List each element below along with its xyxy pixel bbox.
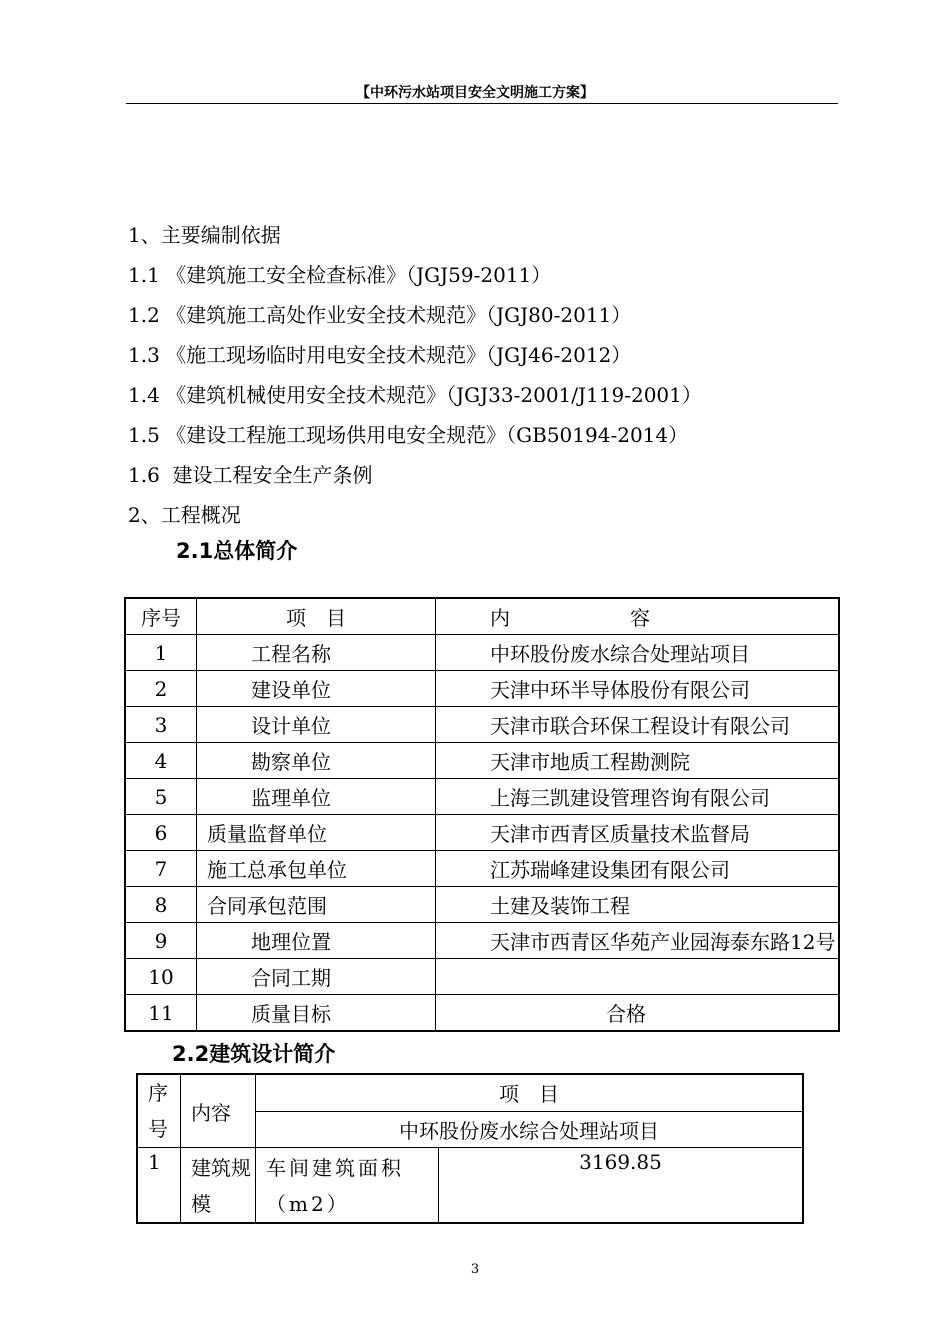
row-no: 1 bbox=[137, 1148, 181, 1224]
table-row bbox=[125, 671, 839, 707]
row-item: 地理位置 bbox=[197, 923, 436, 959]
basis-item-1: 1.1 《建筑施工安全检查标准》（JGJ59-2011） bbox=[128, 263, 552, 287]
row-item: 设计单位 bbox=[197, 707, 436, 743]
row-no: 4 bbox=[125, 743, 197, 779]
row-content: 天津市地质工程勘测院 bbox=[436, 743, 840, 779]
row-no: 11 bbox=[125, 995, 197, 1032]
header-content: 内 容 bbox=[436, 598, 840, 635]
page-number: 3 bbox=[470, 1262, 480, 1277]
basis-item-2: 1.2 《建筑施工高处作业安全技术规范》（JGJ80-2011） bbox=[128, 303, 632, 327]
row-no: 5 bbox=[125, 779, 197, 815]
row-no: 2 bbox=[125, 671, 197, 707]
section-2-2-title: 2.2建筑设计简介 bbox=[172, 1042, 336, 1066]
overview-table bbox=[124, 597, 840, 1032]
row-no: 6 bbox=[125, 815, 197, 851]
row-no: 1 bbox=[125, 635, 197, 671]
row-no: 9 bbox=[125, 923, 197, 959]
row-label: 车间建筑面积（m2） bbox=[256, 1148, 439, 1224]
table-row bbox=[125, 887, 839, 923]
row-item: 工程名称 bbox=[197, 635, 436, 671]
basis-title: 1、主要编制依据 bbox=[128, 223, 281, 247]
basis-item-4: 1.4 《建筑机械使用安全技术规范》（JGJ33-2001/J119-2001） bbox=[128, 383, 702, 407]
row-content: 中环股份废水综合处理站项目 bbox=[436, 635, 840, 671]
project-name: 中环股份废水综合处理站项目 bbox=[256, 1111, 804, 1148]
row-content: 天津市西青区华苑产业园海泰东路12号 bbox=[436, 923, 840, 959]
header-item: 项 目 bbox=[197, 598, 436, 635]
table-row bbox=[137, 1148, 803, 1224]
row-no: 8 bbox=[125, 887, 197, 923]
row-item: 合同承包范围 bbox=[197, 887, 436, 923]
row-content: 合格 bbox=[436, 995, 840, 1032]
basis-item-3: 1.3 《施工现场临时用电安全技术规范》（JGJ46-2012） bbox=[128, 343, 632, 367]
table-row bbox=[125, 743, 839, 779]
architecture-table bbox=[136, 1073, 804, 1224]
header-item: 项 目 bbox=[256, 1074, 804, 1111]
row-no: 10 bbox=[125, 959, 197, 995]
table-row bbox=[125, 815, 839, 851]
row-item: 建设单位 bbox=[197, 671, 436, 707]
row-content bbox=[436, 959, 840, 995]
table-row bbox=[125, 851, 839, 887]
row-content: 天津市西青区质量技术监督局 bbox=[436, 815, 840, 851]
row-content: 上海三凯建设管理咨询有限公司 bbox=[436, 779, 840, 815]
table-row bbox=[125, 995, 839, 1032]
row-item: 质量监督单位 bbox=[197, 815, 436, 851]
row-no: 7 bbox=[125, 851, 197, 887]
row-no: 3 bbox=[125, 707, 197, 743]
page-header: 【中环污水站项目安全文明施工方案】 bbox=[356, 85, 594, 101]
section-2-1-title: 2.1总体简介 bbox=[176, 539, 298, 563]
table-row bbox=[125, 959, 839, 995]
row-content: 土建及装饰工程 bbox=[436, 887, 840, 923]
row-category: 建筑规模 bbox=[181, 1148, 256, 1224]
table-header-row bbox=[125, 598, 839, 635]
row-content: 天津中环半导体股份有限公司 bbox=[436, 671, 840, 707]
basis-item-5: 1.5 《建设工程施工现场供用电安全规范》（GB50194-2014） bbox=[128, 423, 689, 447]
table-header-row bbox=[137, 1074, 803, 1111]
row-value: 3169.85 bbox=[439, 1148, 804, 1224]
row-item: 勘察单位 bbox=[197, 743, 436, 779]
basis-item-6: 1.6 建设工程安全生产条例 bbox=[128, 463, 373, 487]
header-divider bbox=[126, 103, 838, 104]
row-content: 天津市联合环保工程设计有限公司 bbox=[436, 707, 840, 743]
table-row bbox=[125, 707, 839, 743]
row-item: 监理单位 bbox=[197, 779, 436, 815]
row-content: 江苏瑞峰建设集团有限公司 bbox=[436, 851, 840, 887]
table-row bbox=[125, 779, 839, 815]
table-row bbox=[125, 923, 839, 959]
row-item: 施工总承包单位 bbox=[197, 851, 436, 887]
row-item: 合同工期 bbox=[197, 959, 436, 995]
header-content: 内容 bbox=[181, 1074, 256, 1148]
header-no: 序号 bbox=[125, 598, 197, 635]
table-row bbox=[125, 635, 839, 671]
header-no: 序号 bbox=[137, 1074, 181, 1148]
row-item: 质量目标 bbox=[197, 995, 436, 1032]
overview-title: 2、工程概况 bbox=[128, 503, 241, 527]
